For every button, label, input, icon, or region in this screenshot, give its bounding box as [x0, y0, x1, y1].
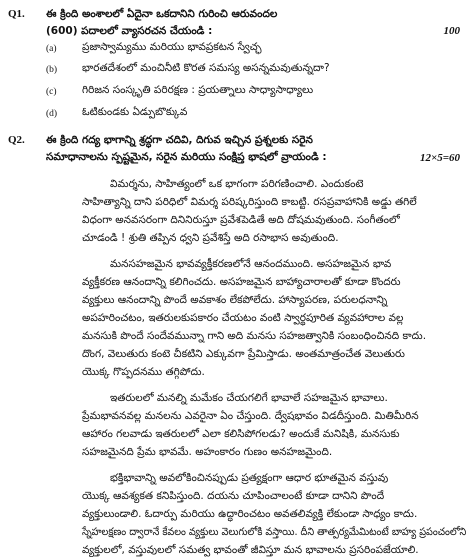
paragraph-2-line: వ్యక్తులు ఆనందాన్ని పొందే అవకాశం లేకపోలేదు. హాస్యాపరణ, పరులధనాన్ని	[82, 294, 388, 306]
question-2-prompt-line-1: ఈ క్రింది గద్య భాగాన్ని శ్రద్ధగా చదివి, దిగువ ఇచ్చిన ప్రశ్నలకు సరైన	[46, 134, 313, 146]
option-d-text: ఓటికుండకు ఏడ్పుబొక్కువ	[82, 106, 188, 118]
option-a-text: ప్రజాస్వామ్యము మరియు భావప్రకటన స్వేచ్ఛ	[82, 41, 262, 53]
option-b-label: (b)	[46, 65, 58, 75]
option-b-text: భారతదేశంలో మంచినీటి కొరత సమస్య అసన్నమవుతున్నదా?	[82, 62, 330, 74]
option-c-label: (c)	[46, 87, 57, 97]
option-c-text: గిరిజన సంస్కృతి పరిరక్షణ : ప్రయత్నాలు సాధ్యాసాధ్యాలు	[82, 84, 314, 96]
option-d-label: (d)	[46, 109, 58, 119]
paragraph-3-line: సహజమైనది ప్రేమ భావమే. అహంకారం గుణం అనహజమైంది.	[82, 446, 333, 458]
paragraph-2-line: మనసుకి పొందే సందేవమున్నా గాని అది మనసు సహజత్వానికి సంబంధించినది కాదు.	[82, 330, 427, 342]
question-2-number: Q2.	[8, 134, 25, 146]
question-1-marks: 100	[443, 25, 460, 37]
question-1-prompt-line-2: (600) పదాలలో వ్యాసరచన చేయండి :	[46, 25, 213, 37]
paragraph-4-line: వ్యక్తులలో, వస్తువులలో సమత్వ భావంతో జీవిస్తూ మన భావాలను ప్రసరింపజేయాలి.	[82, 544, 419, 556]
option-a-label: (a)	[46, 44, 57, 54]
paragraph-4-line: వ్యక్తులుండాలి. ఓదార్పు మరియు ఉద్ధారించటం అవతలివ్యక్తి లేకుండా సాధ్యం కాదు.	[82, 508, 418, 520]
paragraph-4-line: స్నేహలక్షణం ద్వారానే కేవలం వ్యక్తులు వెలుగులోకి వస్తాయి. దీని తాత్పర్యమేమిటంటే బాహ్య ప్రపంచంలోని	[82, 526, 467, 538]
paragraph-3-line: ఇతరులలో మనల్ని మమేకం చేయగలిగే భావాలే సహజమైన భావాలు.	[110, 392, 388, 404]
paragraph-1-line: విధంగా అనవసరంగా దినినిరుస్తూ ప్రవేశపెడితే అది దోషమవుతుంది. సంగీతంలో	[82, 214, 400, 226]
paragraph-2-line: మనసహజమైన భావవ్యక్తీకరణలోనే ఆనందముంది. అసహజమైన భావ	[110, 258, 392, 270]
paragraph-1-line: విమర్శను, సాహిత్యంలో ఒక భాగంగా పరిగణించాలి. ఎందుకంటె	[110, 178, 364, 190]
question-1-number: Q1.	[8, 8, 25, 20]
paragraph-1-line: చూడండి ! శ్రుతి తప్పిన ధ్వని ప్రవేశిస్తే అది రసాభాస అవుతుంది.	[82, 232, 339, 244]
paragraph-1-line: సాహిత్యాన్ని దాని పరిధిలో విమర్శ పరిష్కరిస్తుంది కాబట్టి. రసప్రవాహానికి అడ్డు తగిలే	[82, 196, 417, 208]
paragraph-4-line: భక్తిభావాన్ని అవలోకించినప్పుడు ప్రత్యక్షంగా ఆధార భూతమైన వస్తువు	[110, 472, 389, 484]
question-2-prompt-line-2: సమాధానాలను స్పష్టమైన, సరైన మరియు సంక్షిప్త భాషలో వ్రాయండి :	[46, 151, 327, 163]
paragraph-2-line: దొంగ, వెలుతురు కంటె చీకటిని ఎక్కువగా ప్రేమిస్తాడు. అంతమాత్రంచేత వెలుతురు	[82, 348, 405, 360]
paragraph-3-line: ప్రేమభావనవల్ల మనలను ఎవరైనా ఏం చేస్తుంది. ద్వేషభావం విడదీస్తుంది. మితిమీరిన	[82, 410, 419, 422]
paragraph-3-line: ఆహారం గలవాడు ఇతరులలో ఎలా కలిసిపోగలడు? అందుకే మనిషికి, మనసుకు	[82, 428, 400, 440]
question-1-prompt-line-1: ఈ క్రింది అంశాలలో ఏదైనా ఒకదానిని గురించి ఆరువందల	[46, 8, 278, 20]
question-2-marks: 12×5=60	[419, 152, 460, 164]
paragraph-2-line: అపహరించటం, ఇతరులకుపకారం చేయటం వంటి స్వార్థపూరిత వ్యవహారాల వల్ల	[82, 312, 404, 324]
paragraph-2-line: యొక్క గొప్పదనము తగ్గిపోదు.	[82, 366, 205, 378]
paragraph-4-line: యొక్క ఆవశ్యకత కనిపిస్తుంది. దయను చూపించాలంటే కూడా దానిని పొందే	[82, 490, 385, 502]
paragraph-2-line: వ్యక్తీకరణ ఆనందాన్ని కలిగించదు. అసహజమైన బాహ్యాచారాలతో కూడా కొందరు	[82, 276, 401, 288]
